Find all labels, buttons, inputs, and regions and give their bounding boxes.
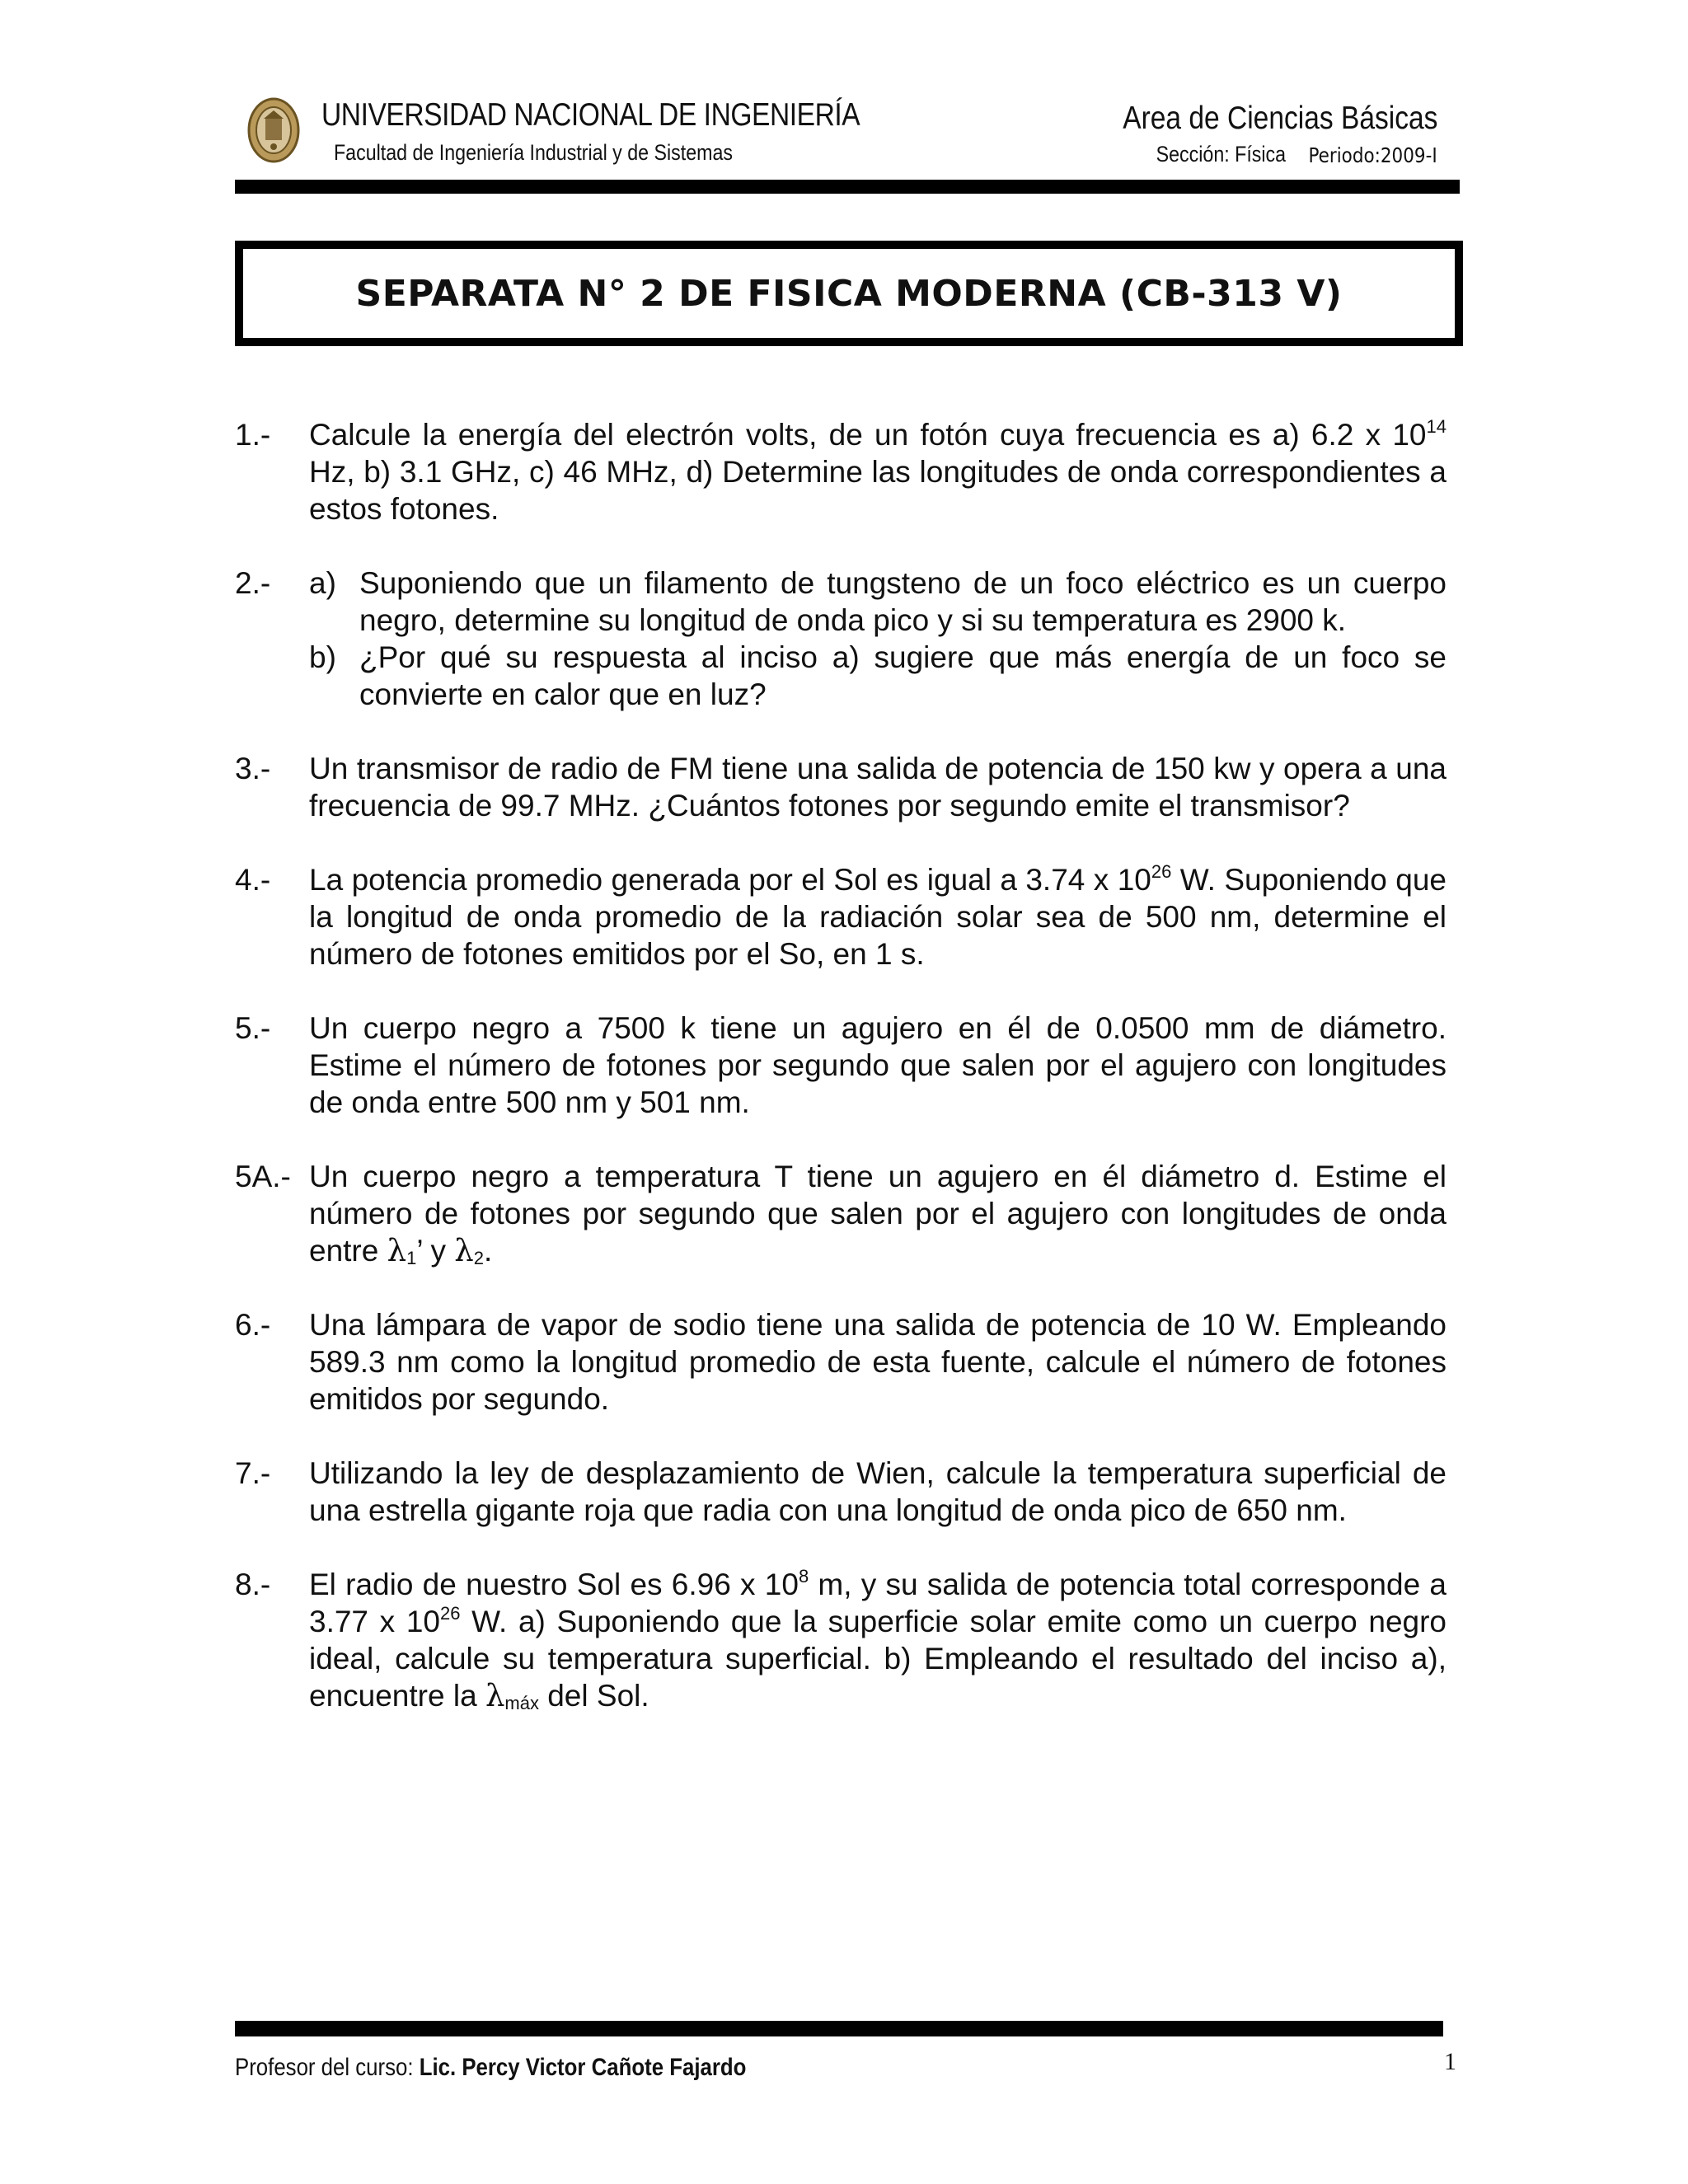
problem-5 bbox=[235, 1010, 1447, 1121]
problem-7 bbox=[235, 1455, 1447, 1529]
problem-text: Un cuerpo negro a 7500 k tiene un agujero en él de 0.0500 mm de diámetro. Estime el número de fotones por segundo que salen por el agujero con longitudes de onda entre 500 nm y 501 nm. bbox=[309, 1011, 1447, 1119]
exponent: 26 bbox=[440, 1603, 461, 1624]
part-label: a) bbox=[309, 566, 336, 600]
section-name: Sección: Física bbox=[1156, 142, 1286, 166]
footer-rule bbox=[235, 2021, 1443, 2036]
part-text: Suponiendo que un filamento de tungsteno de un foco eléctrico es un cuerpo negro, determine su longitud de onda pico y si su temperatura es 2900 k. bbox=[359, 566, 1447, 637]
professor-name: Lic. Percy Victor Cañote Fajardo bbox=[419, 2054, 747, 2081]
lambda-symbol: λ bbox=[485, 1678, 505, 1713]
part-label: b) bbox=[309, 640, 336, 674]
problem-text: Un transmisor de radio de FM tiene una salida de potencia de 150 kw y opera a una frecuencia de 99.7 MHz. ¿Cuántos fotones por segundo emite el transmisor? bbox=[309, 752, 1447, 823]
faculty-name: Facultad de Ingeniería Industrial y de Sistemas bbox=[334, 140, 734, 165]
lambda-symbol: λ bbox=[387, 1233, 407, 1268]
problem-list bbox=[235, 416, 1447, 1751]
problem-part-a bbox=[309, 565, 1447, 639]
header-rule bbox=[235, 180, 1460, 194]
university-seal-icon bbox=[247, 97, 300, 163]
problem-text: Un cuerpo negro a temperatura T tiene un agujero en él diámetro d. Estime el número de fotones por segundo que salen por el agujero con longitudes de onda entre $\lambda_1$’ y $\lambda_2$. bbox=[309, 1160, 1447, 1268]
exponent: 8 bbox=[798, 1566, 809, 1586]
footer-professor bbox=[235, 2054, 746, 2082]
problem-number: 3.- bbox=[235, 752, 271, 785]
problem-6 bbox=[235, 1306, 1447, 1418]
problem-number: 2.- bbox=[235, 566, 271, 600]
problem-4 bbox=[235, 861, 1447, 972]
page-header bbox=[247, 94, 1459, 185]
page-number: 1 bbox=[1444, 2048, 1456, 2075]
problem-text: Una lámpara de vapor de sodio tiene una salida de potencia de 10 W. Empleando 589.3 nm como la longitud promedio de esta fuente, calcule el número de fotones emitidos por segundo. bbox=[309, 1308, 1447, 1416]
lambda-symbol: λ bbox=[454, 1233, 474, 1268]
part-text: ¿Por qué su respuesta al inciso a) sugiere que más energía de un foco se convierte en calor que en luz? bbox=[359, 640, 1447, 711]
problem-number: 5A.- bbox=[235, 1160, 291, 1193]
problem-number: 8.- bbox=[235, 1568, 271, 1601]
subscript: 2 bbox=[473, 1248, 484, 1268]
area-name: Area de Ciencias Básicas bbox=[1122, 101, 1437, 136]
exponent: 26 bbox=[1151, 861, 1172, 882]
subscript: máx bbox=[504, 1693, 539, 1713]
problem-8 bbox=[235, 1566, 1447, 1714]
problem-part-b bbox=[309, 639, 1447, 713]
problem-2 bbox=[235, 565, 1447, 713]
footer-label: Profesor del curso: bbox=[235, 2054, 420, 2081]
problem-text: Utilizando la ley de desplazamiento de Wien, calcule la temperatura superficial de una estrella gigante roja que radia con una longitud de onda pico de 650 nm. bbox=[309, 1456, 1447, 1527]
problem-3 bbox=[235, 750, 1447, 824]
document-title: SEPARATA N° 2 DE FISICA MODERNA (CB-313 V) bbox=[355, 272, 1343, 315]
problem-text: Calcule la energía del electrón volts, de un fotón cuya frecuencia es a) 6.2 x $10^{14}$ Hz, b) 3.1 GHz, c) 46 MHz, d) Determine las longitudes de onda correspondientes a estos fotones. bbox=[309, 416, 1447, 526]
exponent: 14 bbox=[1426, 416, 1447, 437]
problem-number: 4.- bbox=[235, 863, 271, 897]
period-label: Periodo:2009-I bbox=[1308, 143, 1437, 167]
problem-text: El radio de nuestro Sol es 6.96 x $10^8$ m, y su salida de potencia total corresponde a 3.77 x $10^{26}$ W. a) Suponiendo que la superficie solar emite como un cuerpo negro ideal, calcule su temperatura superficial. b) Empleando el resultado del inciso a), encuentre la $\lambda_{máx}$ del Sol. bbox=[309, 1566, 1447, 1713]
university-name: UNIVERSIDAD NACIONAL DE INGENIERÍA bbox=[321, 97, 860, 133]
problem-5a bbox=[235, 1158, 1447, 1269]
problem-number: 7.- bbox=[235, 1456, 271, 1490]
problem-text: La potencia promedio generada por el Sol es igual a 3.74 x $10^{26}$ W. Suponiendo que la longitud de onda promedio de la radiación solar sea de 500 nm, determine el número de fotones emitidos por el So, en 1 s. bbox=[309, 861, 1447, 971]
problem-1 bbox=[235, 416, 1447, 527]
problem-number: 6.- bbox=[235, 1308, 271, 1342]
problem-number: 1.- bbox=[235, 418, 271, 452]
subscript: 1 bbox=[406, 1248, 417, 1268]
problem-number: 5.- bbox=[235, 1011, 271, 1045]
title-box bbox=[235, 241, 1463, 346]
